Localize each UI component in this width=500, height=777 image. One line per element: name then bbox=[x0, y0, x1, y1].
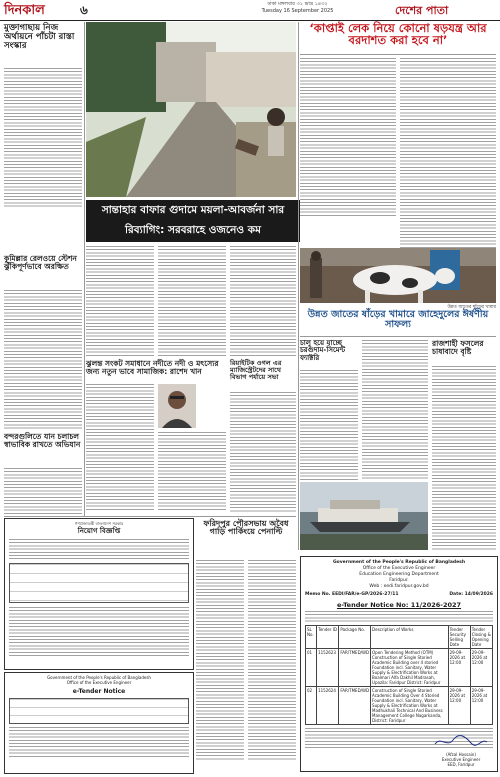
table-header-cell: SL No. bbox=[306, 625, 317, 648]
ad-body-text bbox=[9, 539, 189, 559]
story-body-text bbox=[432, 366, 496, 550]
signature-graphic bbox=[431, 734, 491, 748]
ad-table bbox=[9, 563, 189, 603]
story-headline: ফরিদপুর পৌরসভায় অবৈধ গাড়ি পার্কিংয়ে পেনাল্টি bbox=[203, 519, 289, 537]
issue-date-en: Tuesday 16 September 2025 bbox=[261, 8, 334, 14]
santahar-banner-headline: সান্তাহার বাফার গুদামে ময়লা-আবর্জনা সার রিব্যাগিং: সরবরাহে ওজনেও কম bbox=[86, 200, 300, 242]
story-body-text bbox=[248, 560, 296, 760]
divider bbox=[4, 516, 296, 517]
table-header-cell: Tender ID bbox=[317, 625, 339, 648]
tender-ad-left bbox=[4, 672, 194, 774]
cattle-headline: উন্নত জাতের ষাঁড়ের খামারে জাহেদুলের ঈর্ষণীয় সাফল্য bbox=[307, 309, 489, 330]
portrait-graphic bbox=[158, 384, 196, 428]
table-header-cell: Tender Closing & Opening Date bbox=[471, 626, 491, 647]
story-body-text bbox=[300, 370, 358, 480]
ad-title: e-Tender Notice bbox=[72, 688, 126, 695]
table-cell: FAR/TMED/WD bbox=[339, 648, 371, 686]
story-body-text bbox=[4, 468, 82, 516]
story-body-text bbox=[4, 68, 82, 208]
table-cell: 29-09-2026 at 12:00 bbox=[470, 686, 492, 724]
story-body-text bbox=[196, 560, 244, 760]
ad-place: Faridpur. bbox=[389, 578, 409, 583]
signer-role: Executive Engineer bbox=[441, 757, 481, 762]
story-body-text bbox=[362, 340, 428, 480]
table-cell: 1152624 bbox=[317, 686, 339, 724]
table-header-row bbox=[306, 625, 493, 648]
divider bbox=[300, 336, 496, 337]
road-repair-photo bbox=[86, 22, 296, 197]
table-cell: Construction of Single Storied Academic Building Over 4 Storied Foundation incl. Sanitary, Water Supply & Electrification Works at Madhukhali Technical And Business Management College Nagarkanda, District: Faridpur bbox=[371, 686, 449, 724]
story-headline: ঝুলন্ত সংকট সমাধানে নদীতে নদী ও মৎস্যের জন্য নতুন ভাবে সামাজিক: রাশেদ খান bbox=[86, 359, 219, 376]
issue-date bbox=[240, 1, 355, 15]
table-cell: Open Tendering Method (OTM) Construction of Single Storied Academic Building over 4 storied Foundation incl. Sanitary, Water Supply & Electrification Works at Boalmari Alfa Dakhil Madrasah, Upazila: Faridpur District: Faridpur bbox=[371, 648, 449, 686]
column-rule bbox=[298, 22, 299, 550]
table-cell: 01 bbox=[306, 648, 317, 686]
story-body-text bbox=[158, 246, 226, 356]
story-body-text bbox=[158, 432, 226, 512]
column-rule bbox=[84, 22, 85, 516]
boat-photo-graphic bbox=[300, 482, 428, 550]
table-cell: 1152623 bbox=[317, 648, 339, 686]
table-cell: 02 bbox=[306, 686, 317, 724]
story-body-text bbox=[86, 384, 154, 512]
section-title: দেশের পাতা bbox=[395, 4, 449, 17]
table-cell: 29-09-2026 at 12:00 bbox=[448, 648, 470, 686]
newspaper-logo: দিনকাল bbox=[4, 3, 45, 18]
ad-office: Office of the Executive Engineer bbox=[362, 566, 436, 571]
story-body-text bbox=[400, 58, 496, 248]
story-body-text bbox=[4, 290, 82, 430]
ad-office: Office of the Executive Engineer bbox=[66, 680, 132, 685]
story-body-text bbox=[230, 246, 296, 356]
table-header-cell: Description of Works bbox=[371, 625, 449, 648]
masthead bbox=[0, 0, 500, 21]
memo-date: Date: 14/09/2026 bbox=[449, 592, 493, 597]
table-cell: FAR/TMED/WD bbox=[339, 686, 371, 724]
ad-body-text bbox=[9, 607, 189, 657]
ad-table bbox=[9, 698, 189, 724]
ad-body-text bbox=[9, 727, 189, 757]
river-boat-photo bbox=[300, 482, 428, 550]
ad-org: গণপ্রজাতন্ত্রী বাংলাদেশ সরকার bbox=[74, 521, 124, 526]
cattle-photo bbox=[300, 248, 496, 303]
road-photo-graphic bbox=[86, 22, 296, 197]
ad-org: Government of the People's Republic of Bangladesh bbox=[47, 675, 151, 680]
table-cell: 29-09-2026 at 12:00 bbox=[470, 648, 492, 686]
tender-table bbox=[305, 625, 493, 725]
story-headline: রিয়াইটিক ওগল এর ম্যাজিস্ট্রেটদের সাথে বিভাগ পর্যায়ে সভা bbox=[230, 359, 282, 381]
kaptai-headline: ‘কাপ্তাই লেক নিয়ে কোনো ষড়যন্ত্র আর বরদাশত করা হবে না’ bbox=[309, 21, 487, 48]
ad-dept: Education Engineering Department bbox=[359, 572, 439, 577]
issue-date-bn: ঢাকা মঙ্গলবার ৩১ ভাদ্র ১৪৩২ bbox=[267, 1, 328, 7]
tender-ad-right bbox=[300, 556, 498, 772]
story-body-text bbox=[300, 58, 396, 218]
signer-office: EED, Faridpur bbox=[447, 762, 475, 767]
story-headline: রাজশাহী ফসলের চাষাবাদে বৃষ্টি bbox=[432, 339, 484, 356]
story-headline: চালু হয়ে যাচ্ছে চরগুদাম-সিমেন্ট ফ্যাক্টরি bbox=[300, 339, 346, 362]
recruitment-ad bbox=[4, 518, 194, 670]
story-headline: বন্দরগুলিতে যান চলাচল স্বাভাবিক রাখতে অভিযান bbox=[4, 432, 81, 449]
table-cell: 29-09-2026 at 12:00 bbox=[448, 686, 470, 724]
ad-web: Web : eedi.faridpur.gov.bd bbox=[369, 584, 429, 589]
signature-block bbox=[431, 733, 491, 767]
story-body-text bbox=[86, 246, 154, 356]
page-number: ৬ bbox=[80, 3, 88, 17]
cattle-photo-graphic bbox=[300, 248, 496, 303]
ad-body-text bbox=[305, 611, 493, 623]
person-photo bbox=[158, 384, 196, 428]
notice-title: e-Tender Notice No: 11/2026-2027 bbox=[336, 601, 462, 609]
story-headline: কুমিল্লার রেলওয়ে স্টেশন ঝুঁকিপূর্ণভাবে অরক্ষিত bbox=[4, 254, 77, 271]
ad-gov: Government of the People's Republic of Bangladesh bbox=[332, 560, 466, 565]
divider bbox=[300, 54, 496, 55]
table-row bbox=[306, 648, 493, 686]
table-row bbox=[306, 686, 493, 724]
ad-title: নিয়োগ বিজ্ঞপ্তি bbox=[77, 527, 121, 535]
signer-name: (Afzal Hossain) bbox=[446, 752, 476, 757]
memo-number: Memo No. EEDI/FAR/e-GP/2026-27/11 bbox=[305, 592, 399, 597]
table-header-cell: Tender Security Selling Date bbox=[448, 625, 470, 648]
photo-caption: উন্নত জাতের ষাঁড়ের খামার bbox=[447, 305, 496, 310]
table-header-cell: Package No. bbox=[339, 625, 371, 648]
story-headline: মুক্তাগাছায় নিজ অর্থায়নে পাঁচটা রাস্তা সংস্কার bbox=[4, 23, 75, 51]
story-body-text bbox=[230, 392, 296, 512]
